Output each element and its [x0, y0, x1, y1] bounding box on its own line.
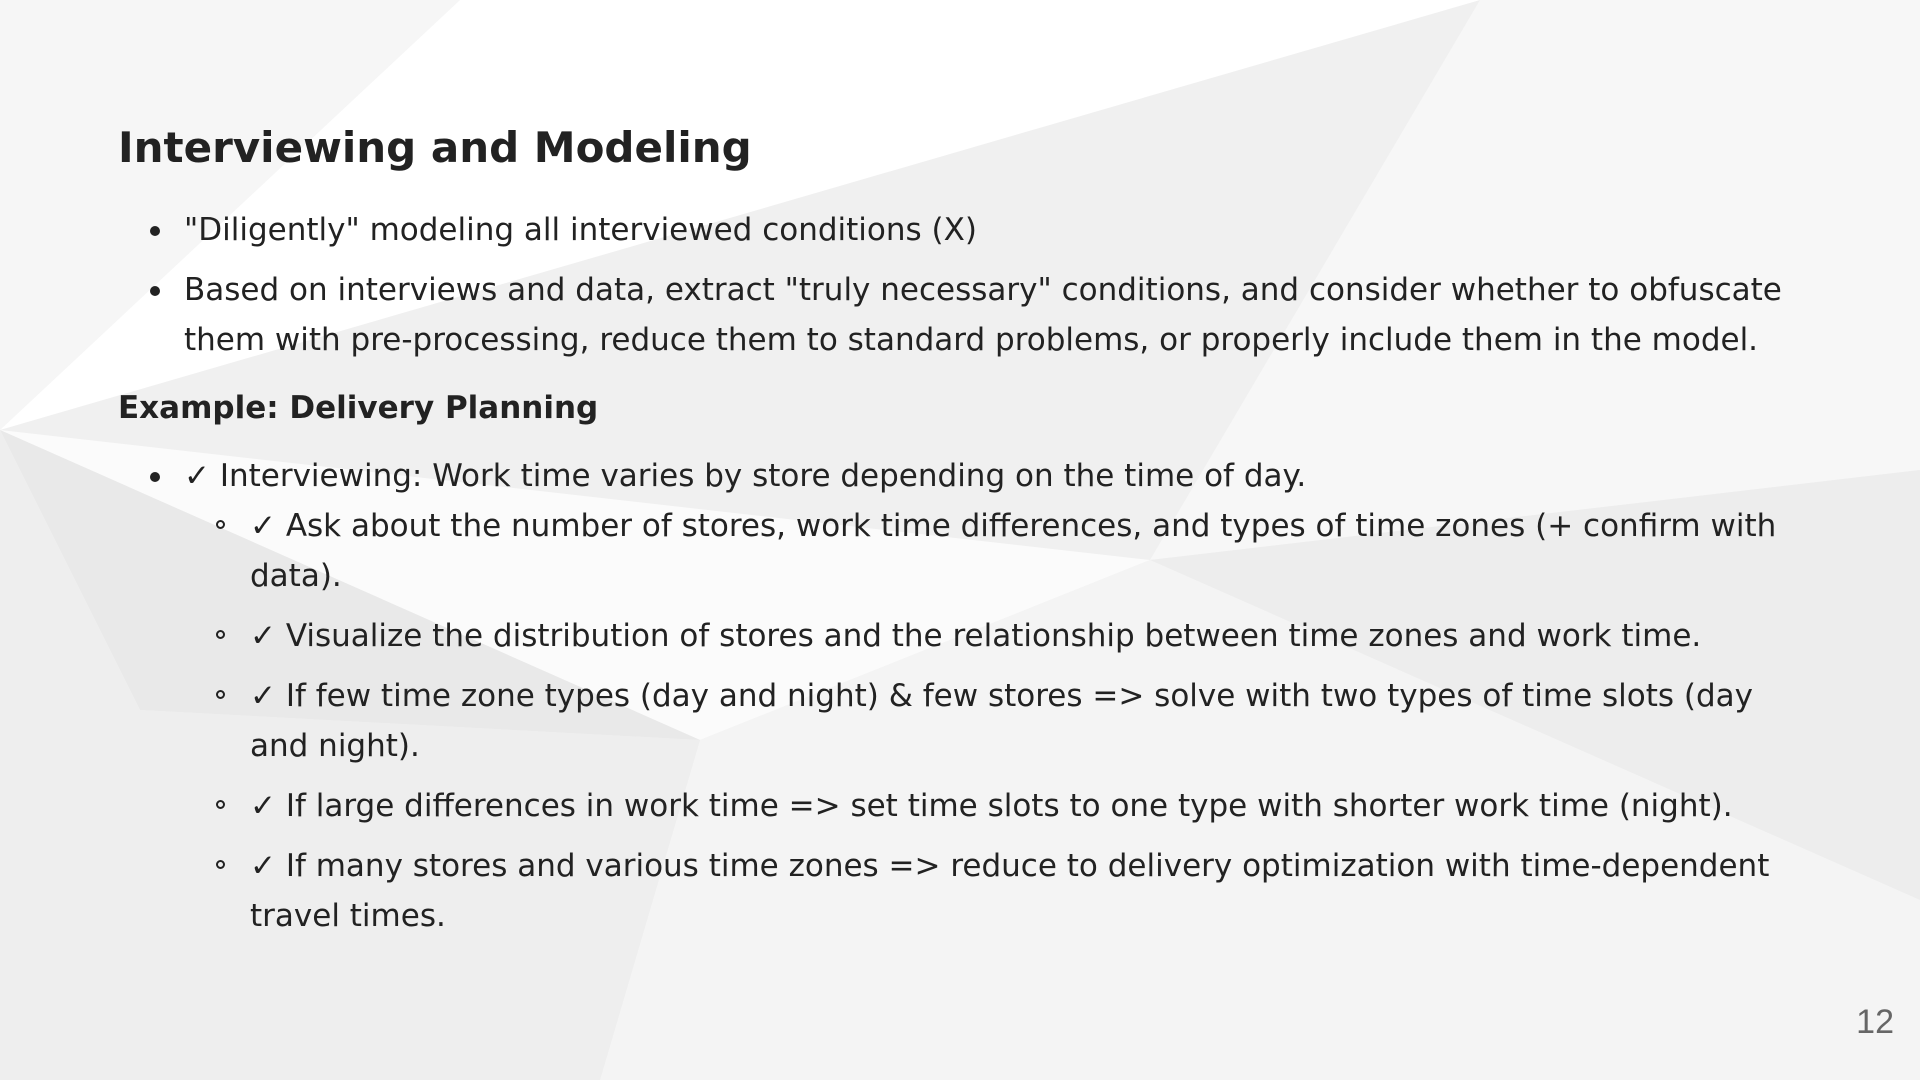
sub-bullet-item: ✓ If few time zone types (day and night) & few stores => solve with two types of time slots (day and night).	[184, 671, 1798, 771]
slide-title: Interviewing and Modeling	[118, 123, 752, 172]
bullet-item: Based on interviews and data, extract "truly necessary" conditions, and consider whether to obfuscate them with pre-processing, reduce them to standard problems, or properly include them in the model.	[118, 265, 1798, 365]
example-bullet-list	[118, 451, 1798, 941]
example-main-text: ✓ Interviewing: Work time varies by store depending on the time of day.	[184, 458, 1307, 494]
sub-bullet-item: ✓ Ask about the number of stores, work time differences, and types of time zones (+ confirm with data).	[184, 501, 1798, 601]
bullet-item: "Diligently" modeling all interviewed conditions (X)	[118, 205, 1798, 255]
sub-bullet-item: ✓ Visualize the distribution of stores and the relationship between time zones and work time.	[184, 611, 1798, 661]
sub-bullet-item: ✓ If many stores and various time zones => reduce to delivery optimization with time-dependent travel times.	[184, 841, 1798, 941]
sub-bullet-item: ✓ If large differences in work time => set time slots to one type with shorter work time (night).	[184, 781, 1798, 831]
page-number: 12	[1856, 1003, 1894, 1041]
slide-content	[118, 205, 1798, 951]
section-heading: Example: Delivery Planning	[118, 390, 599, 426]
example-main-item	[118, 451, 1798, 941]
intro-bullet-list	[118, 205, 1798, 365]
sub-bullet-list	[184, 501, 1798, 941]
